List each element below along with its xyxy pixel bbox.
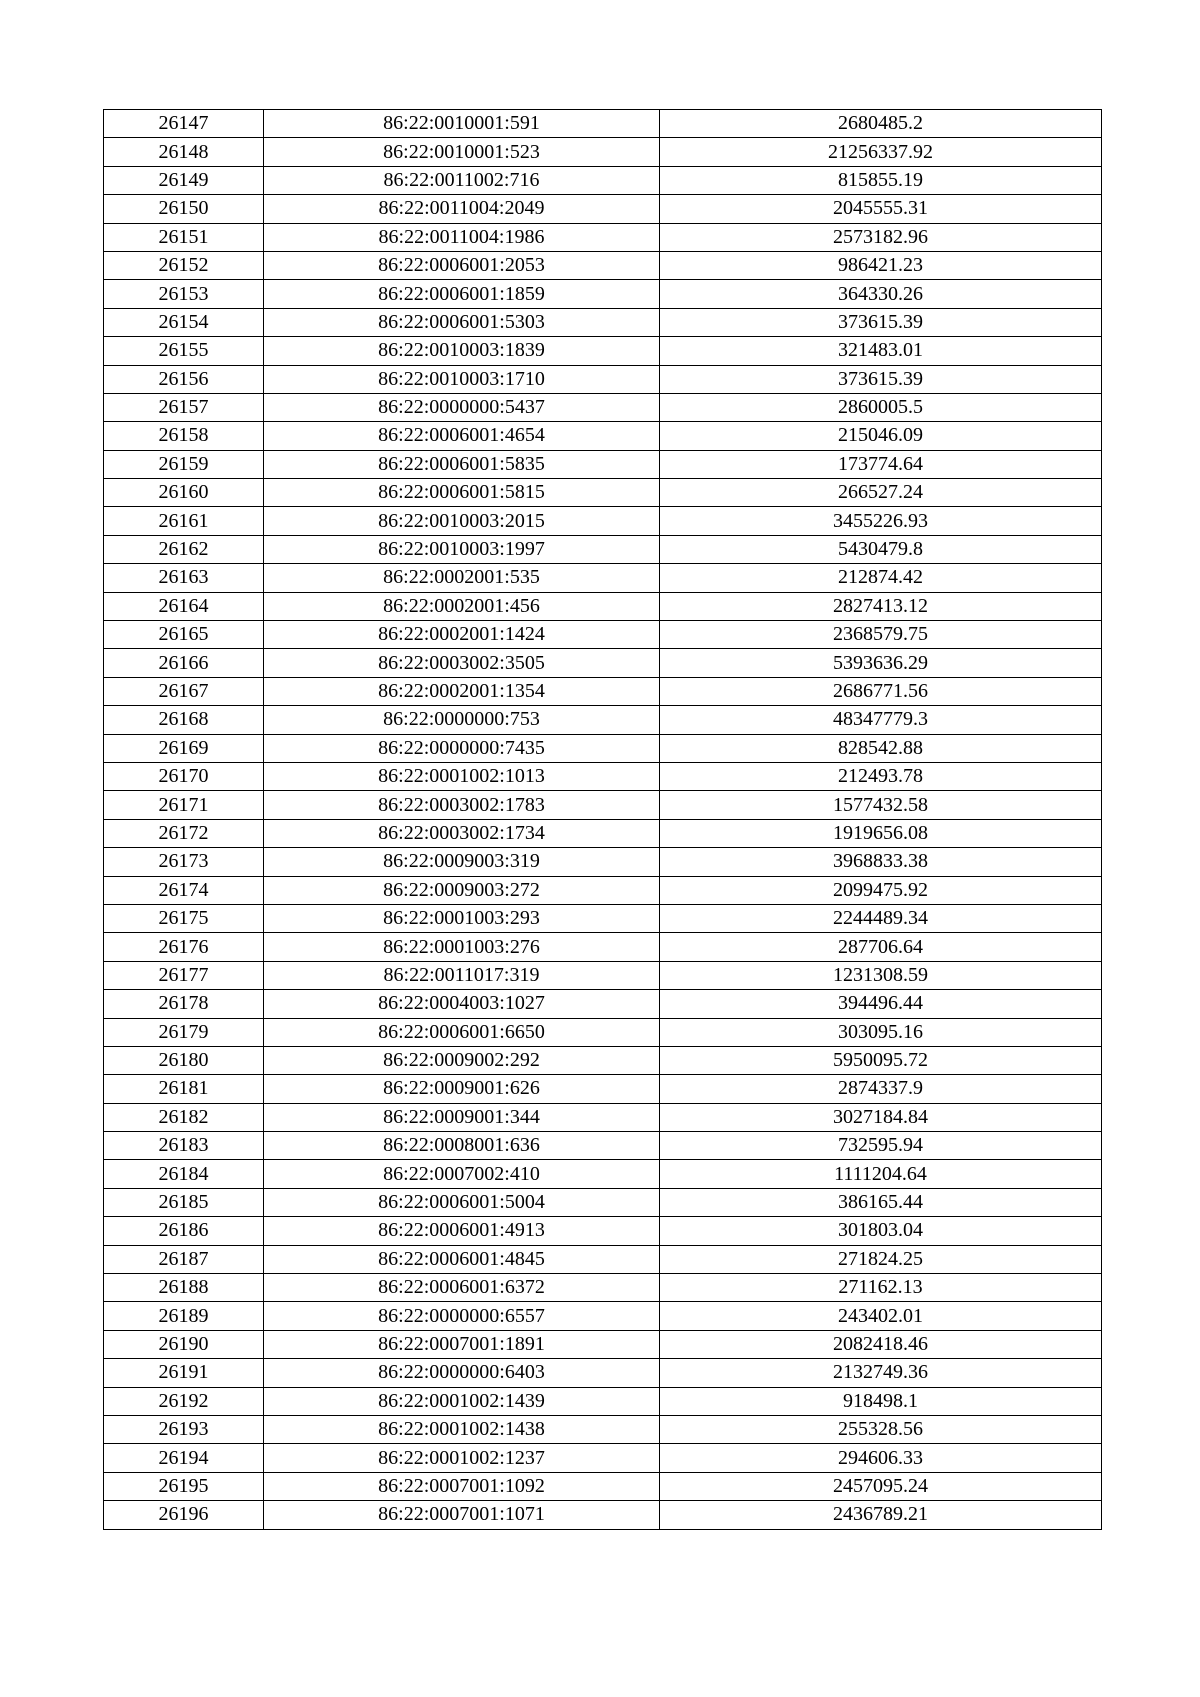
cadastral-value-cell: 2680485.2 [660, 110, 1102, 138]
cadastral-value-cell: 5950095.72 [660, 1046, 1102, 1074]
row-number-cell: 26194 [104, 1444, 264, 1472]
row-number-cell: 26180 [104, 1046, 264, 1074]
table-row [104, 564, 1102, 592]
row-number-cell: 26160 [104, 479, 264, 507]
cadastral-value-cell: 243402.01 [660, 1302, 1102, 1330]
table-row [104, 791, 1102, 819]
row-number-cell: 26167 [104, 677, 264, 705]
cadastral-value-cell: 918498.1 [660, 1387, 1102, 1415]
table-row [104, 1330, 1102, 1358]
row-number-cell: 26190 [104, 1330, 264, 1358]
table-row [104, 1018, 1102, 1046]
cadastral-number-cell: 86:22:0009002:292 [264, 1046, 660, 1074]
cadastral-number-cell: 86:22:0011002:716 [264, 166, 660, 194]
cadastral-number-cell: 86:22:0007001:1071 [264, 1501, 660, 1529]
table-row [104, 110, 1102, 138]
table-row [104, 337, 1102, 365]
cadastral-number-cell: 86:22:0006001:6372 [264, 1274, 660, 1302]
table-row [104, 280, 1102, 308]
cadastral-value-cell: 373615.39 [660, 365, 1102, 393]
cadastral-number-cell: 86:22:0000000:5437 [264, 393, 660, 421]
row-number-cell: 26153 [104, 280, 264, 308]
cadastral-number-cell: 86:22:0000000:6403 [264, 1359, 660, 1387]
row-number-cell: 26192 [104, 1387, 264, 1415]
cadastral-value-cell: 3968833.38 [660, 848, 1102, 876]
cadastral-value-cell: 394496.44 [660, 990, 1102, 1018]
table-row [104, 393, 1102, 421]
cadastral-value-cell: 1919656.08 [660, 819, 1102, 847]
row-number-cell: 26195 [104, 1472, 264, 1500]
cadastral-value-cell: 2244489.34 [660, 904, 1102, 932]
cadastral-value-cell: 303095.16 [660, 1018, 1102, 1046]
table-row [104, 422, 1102, 450]
table-row [104, 848, 1102, 876]
table-row [104, 1415, 1102, 1443]
cadastral-number-cell: 86:22:0006001:5815 [264, 479, 660, 507]
row-number-cell: 26165 [104, 621, 264, 649]
row-number-cell: 26177 [104, 961, 264, 989]
table-row [104, 1046, 1102, 1074]
row-number-cell: 26157 [104, 393, 264, 421]
table-row [104, 1245, 1102, 1273]
cadastral-number-cell: 86:22:0010001:523 [264, 138, 660, 166]
cadastral-value-cell: 5393636.29 [660, 649, 1102, 677]
table-row [104, 649, 1102, 677]
cadastral-value-cell: 3027184.84 [660, 1103, 1102, 1131]
row-number-cell: 26182 [104, 1103, 264, 1131]
cadastral-value-cell: 266527.24 [660, 479, 1102, 507]
row-number-cell: 26154 [104, 308, 264, 336]
table-row [104, 479, 1102, 507]
row-number-cell: 26149 [104, 166, 264, 194]
row-number-cell: 26193 [104, 1415, 264, 1443]
table-row [104, 734, 1102, 762]
row-number-cell: 26181 [104, 1075, 264, 1103]
cadastral-number-cell: 86:22:0006001:6650 [264, 1018, 660, 1046]
row-number-cell: 26172 [104, 819, 264, 847]
row-number-cell: 26185 [104, 1188, 264, 1216]
cadastral-value-cell: 271824.25 [660, 1245, 1102, 1273]
cadastral-value-cell: 2082418.46 [660, 1330, 1102, 1358]
table-row [104, 592, 1102, 620]
cadastral-number-cell: 86:22:0001002:1438 [264, 1415, 660, 1443]
cadastral-value-cell: 364330.26 [660, 280, 1102, 308]
cadastral-value-cell: 294606.33 [660, 1444, 1102, 1472]
row-number-cell: 26171 [104, 791, 264, 819]
table-row [104, 450, 1102, 478]
cadastral-number-cell: 86:22:0010003:1997 [264, 535, 660, 563]
cadastral-number-cell: 86:22:0001002:1439 [264, 1387, 660, 1415]
table-row [104, 1444, 1102, 1472]
row-number-cell: 26178 [104, 990, 264, 1018]
cadastral-value-cell: 2874337.9 [660, 1075, 1102, 1103]
cadastral-number-cell: 86:22:0003002:1783 [264, 791, 660, 819]
table-row [104, 1075, 1102, 1103]
cadastral-value-cell: 2860005.5 [660, 393, 1102, 421]
cadastral-value-cell: 301803.04 [660, 1217, 1102, 1245]
cadastral-number-cell: 86:22:0009003:319 [264, 848, 660, 876]
cadastral-number-cell: 86:22:0009003:272 [264, 876, 660, 904]
cadastral-number-cell: 86:22:0007001:1891 [264, 1330, 660, 1358]
table-row [104, 138, 1102, 166]
cadastral-value-table [103, 109, 1102, 1530]
cadastral-number-cell: 86:22:0003002:1734 [264, 819, 660, 847]
table-row [104, 1103, 1102, 1131]
cadastral-number-cell: 86:22:0006001:4845 [264, 1245, 660, 1273]
table-row [104, 507, 1102, 535]
row-number-cell: 26155 [104, 337, 264, 365]
cadastral-number-cell: 86:22:0001002:1013 [264, 762, 660, 790]
cadastral-value-cell: 287706.64 [660, 933, 1102, 961]
row-number-cell: 26196 [104, 1501, 264, 1529]
cadastral-number-cell: 86:22:0007001:1092 [264, 1472, 660, 1500]
table-row [104, 166, 1102, 194]
cadastral-value-cell: 2436789.21 [660, 1501, 1102, 1529]
cadastral-number-cell: 86:22:0000000:753 [264, 706, 660, 734]
cadastral-number-cell: 86:22:0000000:7435 [264, 734, 660, 762]
cadastral-number-cell: 86:22:0008001:636 [264, 1132, 660, 1160]
cadastral-value-cell: 321483.01 [660, 337, 1102, 365]
cadastral-number-cell: 86:22:0006001:1859 [264, 280, 660, 308]
row-number-cell: 26170 [104, 762, 264, 790]
row-number-cell: 26188 [104, 1274, 264, 1302]
table-row [104, 961, 1102, 989]
cadastral-number-cell: 86:22:0006001:2053 [264, 251, 660, 279]
row-number-cell: 26189 [104, 1302, 264, 1330]
cadastral-value-cell: 1231308.59 [660, 961, 1102, 989]
row-number-cell: 26169 [104, 734, 264, 762]
row-number-cell: 26163 [104, 564, 264, 592]
cadastral-value-cell: 3455226.93 [660, 507, 1102, 535]
table-row [104, 535, 1102, 563]
cadastral-value-cell: 212493.78 [660, 762, 1102, 790]
cadastral-number-cell: 86:22:0001002:1237 [264, 1444, 660, 1472]
table-row [104, 990, 1102, 1018]
row-number-cell: 26152 [104, 251, 264, 279]
cadastral-number-cell: 86:22:0006001:4654 [264, 422, 660, 450]
table-body [104, 110, 1102, 1530]
table-row [104, 1217, 1102, 1245]
cadastral-value-cell: 2045555.31 [660, 195, 1102, 223]
row-number-cell: 26173 [104, 848, 264, 876]
cadastral-number-cell: 86:22:0010001:591 [264, 110, 660, 138]
cadastral-value-cell: 21256337.92 [660, 138, 1102, 166]
cadastral-value-cell: 1577432.58 [660, 791, 1102, 819]
row-number-cell: 26159 [104, 450, 264, 478]
cadastral-number-cell: 86:22:0009001:344 [264, 1103, 660, 1131]
table-row [104, 933, 1102, 961]
row-number-cell: 26186 [104, 1217, 264, 1245]
cadastral-value-cell: 215046.09 [660, 422, 1102, 450]
cadastral-value-cell: 48347779.3 [660, 706, 1102, 734]
table-row [104, 1472, 1102, 1500]
cadastral-number-cell: 86:22:0006001:5835 [264, 450, 660, 478]
cadastral-value-cell: 1111204.64 [660, 1160, 1102, 1188]
row-number-cell: 26174 [104, 876, 264, 904]
cadastral-number-cell: 86:22:0011004:2049 [264, 195, 660, 223]
cadastral-value-cell: 2132749.36 [660, 1359, 1102, 1387]
cadastral-number-cell: 86:22:0004003:1027 [264, 990, 660, 1018]
table-row [104, 1188, 1102, 1216]
cadastral-value-cell: 373615.39 [660, 308, 1102, 336]
table-row [104, 1359, 1102, 1387]
table-row [104, 904, 1102, 932]
table-row [104, 1160, 1102, 1188]
table-row [104, 1387, 1102, 1415]
row-number-cell: 26162 [104, 535, 264, 563]
cadastral-number-cell: 86:22:0002001:456 [264, 592, 660, 620]
cadastral-number-cell: 86:22:0011017:319 [264, 961, 660, 989]
cadastral-number-cell: 86:22:0010003:2015 [264, 507, 660, 535]
row-number-cell: 26150 [104, 195, 264, 223]
row-number-cell: 26176 [104, 933, 264, 961]
cadastral-number-cell: 86:22:0002001:535 [264, 564, 660, 592]
table-row [104, 621, 1102, 649]
cadastral-number-cell: 86:22:0002001:1354 [264, 677, 660, 705]
cadastral-value-cell: 986421.23 [660, 251, 1102, 279]
cadastral-number-cell: 86:22:0007002:410 [264, 1160, 660, 1188]
table-row [104, 1501, 1102, 1529]
row-number-cell: 26148 [104, 138, 264, 166]
row-number-cell: 26158 [104, 422, 264, 450]
cadastral-value-cell: 255328.56 [660, 1415, 1102, 1443]
cadastral-value-cell: 173774.64 [660, 450, 1102, 478]
cadastral-number-cell: 86:22:0010003:1710 [264, 365, 660, 393]
cadastral-value-cell: 2457095.24 [660, 1472, 1102, 1500]
row-number-cell: 26156 [104, 365, 264, 393]
cadastral-value-cell: 386165.44 [660, 1188, 1102, 1216]
table-row [104, 1274, 1102, 1302]
row-number-cell: 26183 [104, 1132, 264, 1160]
row-number-cell: 26164 [104, 592, 264, 620]
cadastral-value-cell: 732595.94 [660, 1132, 1102, 1160]
cadastral-number-cell: 86:22:0000000:6557 [264, 1302, 660, 1330]
cadastral-value-cell: 271162.13 [660, 1274, 1102, 1302]
cadastral-number-cell: 86:22:0006001:4913 [264, 1217, 660, 1245]
cadastral-value-cell: 2573182.96 [660, 223, 1102, 251]
table-row [104, 762, 1102, 790]
table-row [104, 1132, 1102, 1160]
cadastral-value-cell: 212874.42 [660, 564, 1102, 592]
cadastral-number-cell: 86:22:0001003:276 [264, 933, 660, 961]
row-number-cell: 26161 [104, 507, 264, 535]
row-number-cell: 26187 [104, 1245, 264, 1273]
table-row [104, 251, 1102, 279]
cadastral-value-cell: 2686771.56 [660, 677, 1102, 705]
table-row [104, 223, 1102, 251]
cadastral-number-cell: 86:22:0003002:3505 [264, 649, 660, 677]
table-row [104, 876, 1102, 904]
cadastral-number-cell: 86:22:0010003:1839 [264, 337, 660, 365]
cadastral-value-cell: 2099475.92 [660, 876, 1102, 904]
cadastral-value-cell: 2827413.12 [660, 592, 1102, 620]
cadastral-value-cell: 828542.88 [660, 734, 1102, 762]
cadastral-value-cell: 815855.19 [660, 166, 1102, 194]
table-row [104, 706, 1102, 734]
cadastral-number-cell: 86:22:0011004:1986 [264, 223, 660, 251]
table-row [104, 819, 1102, 847]
cadastral-number-cell: 86:22:0001003:293 [264, 904, 660, 932]
table-row [104, 308, 1102, 336]
cadastral-number-cell: 86:22:0006001:5004 [264, 1188, 660, 1216]
row-number-cell: 26151 [104, 223, 264, 251]
row-number-cell: 26166 [104, 649, 264, 677]
row-number-cell: 26175 [104, 904, 264, 932]
table-row [104, 365, 1102, 393]
row-number-cell: 26184 [104, 1160, 264, 1188]
cadastral-number-cell: 86:22:0009001:626 [264, 1075, 660, 1103]
row-number-cell: 26191 [104, 1359, 264, 1387]
row-number-cell: 26179 [104, 1018, 264, 1046]
table-row [104, 1302, 1102, 1330]
cadastral-number-cell: 86:22:0006001:5303 [264, 308, 660, 336]
row-number-cell: 26147 [104, 110, 264, 138]
cadastral-value-cell: 5430479.8 [660, 535, 1102, 563]
row-number-cell: 26168 [104, 706, 264, 734]
table-row [104, 677, 1102, 705]
table-row [104, 195, 1102, 223]
cadastral-value-cell: 2368579.75 [660, 621, 1102, 649]
cadastral-number-cell: 86:22:0002001:1424 [264, 621, 660, 649]
